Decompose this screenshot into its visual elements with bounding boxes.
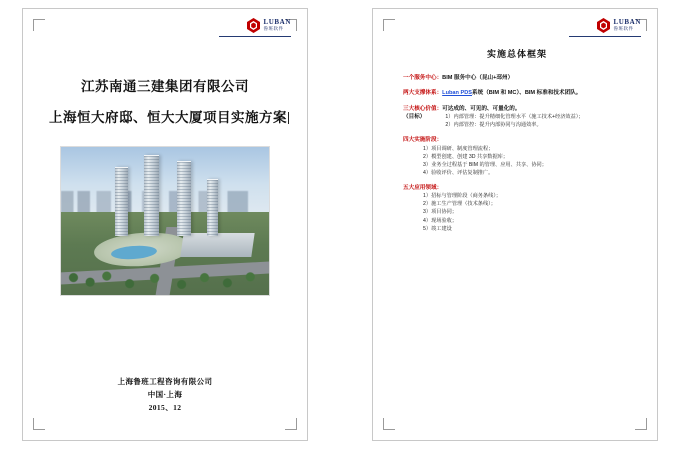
- outline-section-head: [403, 89, 631, 97]
- project-rendering-image: [60, 146, 270, 296]
- outline-list-item: 2）内部管控：提升内部协同与沟通效率。: [445, 122, 542, 129]
- outline-section-label: 一个服务中心：: [403, 75, 443, 81]
- outline-section: [403, 74, 631, 82]
- outline-section-label: 三大核心价值：: [403, 105, 443, 112]
- document-page-cover[interactable]: [22, 8, 308, 441]
- crop-mark-bottom-right: [635, 418, 647, 430]
- outline-section-text: 系统（BIM 和 MC）、BIM 标准和技术团队。: [472, 90, 582, 97]
- outline-list-item: 2）模型创建、创建 3D 共享数据库；: [423, 153, 509, 160]
- header-rule: [219, 36, 291, 37]
- rendering-tower-4: [207, 179, 218, 236]
- outline-section-text: BIM 服务中心（昆山+邳州）: [442, 75, 514, 81]
- rendering-tower-3: [177, 161, 191, 236]
- cover-title: [49, 75, 287, 126]
- cover-footer-company: 上海鲁班工程咨询有限公司: [117, 376, 213, 386]
- outline-content: [403, 47, 631, 240]
- document-page-outline[interactable]: [372, 8, 658, 441]
- header-rule: [569, 36, 641, 37]
- logo-text-en: LUBAN: [613, 18, 641, 27]
- outline-section-head: [403, 74, 631, 82]
- outline-list-item: 4）现场验收；: [423, 217, 458, 224]
- outline-section-label: 四大实施阶段：: [403, 137, 443, 144]
- outline-list-item: 1）招标与管理阶段（商务条线）；: [423, 193, 502, 200]
- crop-mark-top-left: [33, 19, 45, 31]
- outline-section: [403, 184, 631, 233]
- outline-section: [403, 136, 631, 177]
- cover-title-line-1: 江苏南通三建集团有限公司: [81, 79, 249, 94]
- crop-mark-top-left: [383, 19, 395, 31]
- outline-section-head: [403, 136, 631, 144]
- outline-section-text: 可达成的、可见的、可量化的。: [442, 105, 521, 112]
- rendering-landscaping: [61, 251, 269, 289]
- outline-section-head: [403, 105, 631, 113]
- luban-diamond-icon: [597, 18, 610, 33]
- outline-section-sublabel: （目标）: [403, 114, 426, 121]
- outline-list-item: 1）内部管理：提升精细化管理水平（施工技术+经济效益）；: [445, 114, 584, 121]
- outline-list-item: 2）施工生产管理（技术条线）；: [423, 201, 496, 208]
- cover-content: [49, 53, 287, 414]
- logo-text-cn: 鲁班软件: [263, 25, 284, 31]
- luban-logo: [247, 18, 291, 33]
- logo-text-cn: 鲁班软件: [613, 25, 634, 31]
- outline-section: [403, 105, 631, 130]
- text-cursor: [288, 112, 289, 124]
- cover-footer-location: 中国·上海: [147, 389, 183, 399]
- outline-section-head: [403, 184, 631, 192]
- outline-section-label: 两大支撑体系：: [403, 90, 443, 97]
- rendering-tower-2: [144, 155, 159, 236]
- cover-footer: [23, 375, 307, 414]
- slide-heading: 实施总体框架: [486, 49, 547, 59]
- cover-footer-date: 2015、12: [148, 402, 182, 412]
- outline-list-item: 3）项目协同；: [423, 209, 458, 216]
- outline-section-label: 五大应用领域：: [403, 184, 443, 191]
- outline-list-item: 5）竣工建设: [423, 225, 452, 232]
- outline-section-link[interactable]: Luban PDS: [442, 90, 473, 97]
- crop-mark-bottom-left: [383, 418, 395, 430]
- rendering-tower-1: [115, 167, 128, 236]
- outline-section: [403, 89, 631, 97]
- crop-mark-bottom-left: [33, 418, 45, 430]
- outline-list-item: 4）验收评价、评估复制推广。: [423, 169, 494, 176]
- crop-mark-bottom-right: [285, 418, 297, 430]
- outline-list-item: 1）项目调研、制度管理流程；: [423, 145, 494, 152]
- cover-title-line-2: 上海恒大府邸、恒大大厦项目实施方案: [49, 110, 287, 125]
- logo-text-en: LUBAN: [263, 18, 291, 27]
- outline-list-item: 3）业务全过程基于 BIM 的管理、应用、共享、协同；: [423, 161, 547, 168]
- luban-diamond-icon: [247, 18, 260, 33]
- luban-logo: [597, 18, 641, 33]
